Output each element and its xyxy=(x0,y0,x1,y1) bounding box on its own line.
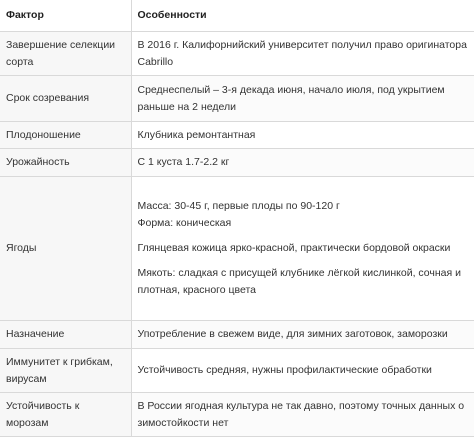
row-feature-cell: В России ягодная культура не так давно, поэтому точных данных о зимостойкости нет xyxy=(131,393,474,437)
table-row xyxy=(0,321,474,349)
row-feature-cell: Среднеспелый – 3-я декада июня, начало июля, под укрытием раньше на 2 недели xyxy=(131,76,474,122)
berry-skin-text: Глянцевая кожица ярко-красной, практически бордовой окраски xyxy=(137,242,451,254)
row-factor-cell: Урожайность xyxy=(0,149,131,177)
row-feature-cell xyxy=(131,177,474,321)
table-row xyxy=(0,76,474,122)
row-factor-cell: Назначение xyxy=(0,321,131,349)
row-feature-cell: С 1 куста 1.7-2.2 кг xyxy=(131,149,474,177)
table-header-row xyxy=(0,0,474,32)
row-feature-cell: Клубника ремонтантная xyxy=(131,122,474,149)
berry-flesh-text: Мякоть: сладкая с присущей клубнике лёгкой кислинкой, сочная и плотная, красного цвета xyxy=(137,267,461,296)
row-factor-cell: Иммунитет к грибкам, вирусам xyxy=(0,349,131,393)
row-factor-cell: Ягоды xyxy=(0,177,131,321)
row-feature-cell: Употребление в свежем виде, для зимних заготовок, заморозки xyxy=(131,321,474,349)
row-factor-cell: Срок созревания xyxy=(0,76,131,122)
table-row xyxy=(0,393,474,437)
berry-shape-text: Форма: коническая xyxy=(137,217,232,229)
row-factor-cell: Устойчивость к морозам xyxy=(0,393,131,437)
table-row xyxy=(0,32,474,76)
column-header-factor: Фактор xyxy=(0,0,131,32)
row-feature-cell: Устойчивость средняя, нужны профилактические обработки xyxy=(131,349,474,393)
berry-mass-text: Масса: 30-45 г, первые плоды по 90-120 г xyxy=(137,200,340,212)
row-factor-cell: Завершение селекции сорта xyxy=(0,32,131,76)
row-factor-cell: Плодоношение xyxy=(0,122,131,149)
table-row xyxy=(0,349,474,393)
table-row xyxy=(0,122,474,149)
table-row xyxy=(0,177,474,321)
column-header-feature: Особенности xyxy=(131,0,474,32)
table-row xyxy=(0,149,474,177)
row-feature-cell: В 2016 г. Калифорнийский университет получил право оригинатора Cabrillo xyxy=(131,32,474,76)
